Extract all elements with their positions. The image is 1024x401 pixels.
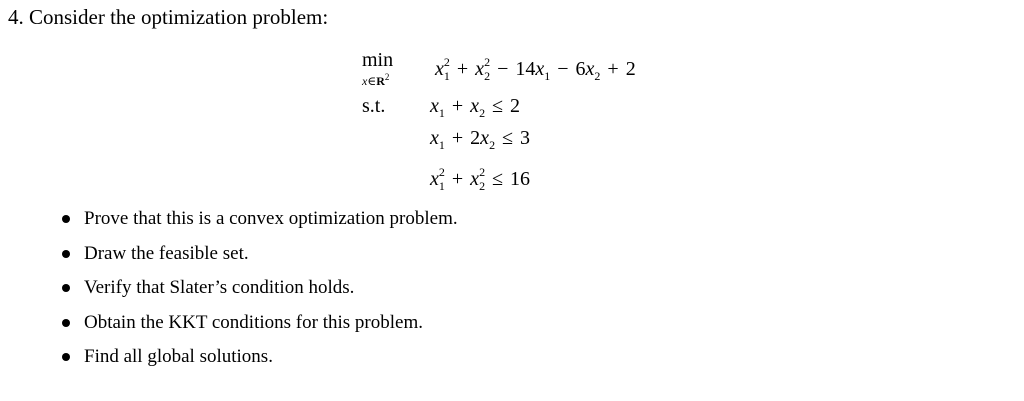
c3-rel: ≤ <box>492 168 504 190</box>
subject-to-label: s.t. <box>362 95 386 117</box>
c1-op: + <box>451 95 464 117</box>
c1-b-sub: 2 <box>479 106 486 120</box>
c1-a-var: x <box>430 95 439 117</box>
min-domain-set: R <box>376 74 385 88</box>
task-item <box>62 241 458 276</box>
obj-op2: − <box>497 58 509 80</box>
task-item <box>62 310 458 345</box>
obj-t3-var: x <box>535 58 545 80</box>
constraint-3 <box>430 160 530 198</box>
bullet-icon <box>62 250 70 258</box>
c2-rhs: 3 <box>520 127 531 149</box>
c2-rel: ≤ <box>502 127 514 149</box>
bullet-icon <box>62 319 70 327</box>
obj-t3-coef: 14 <box>515 58 536 80</box>
obj-t1-sub: 1 <box>443 69 450 83</box>
bullet-icon <box>62 215 70 223</box>
obj-t4-coef: 6 <box>575 58 586 80</box>
c3-b-sub: 2 <box>479 179 486 193</box>
c1-a-sub: 1 <box>438 106 445 120</box>
c3-rhs: 16 <box>510 168 531 190</box>
task-item <box>62 206 458 241</box>
obj-t1-var: x <box>435 58 444 80</box>
obj-t3-sub: 1 <box>544 69 551 83</box>
c1-rhs: 2 <box>510 95 521 117</box>
task-text: Verify that Slater’s condition holds. <box>84 277 355 298</box>
obj-t2-sub: 2 <box>484 69 491 83</box>
bullet-icon <box>62 284 70 292</box>
min-domain-var: x <box>362 74 368 88</box>
task-text: Obtain the KKT conditions for this problem. <box>84 311 423 333</box>
c2-a-sub: 1 <box>438 138 445 152</box>
task-item <box>62 344 458 379</box>
obj-op3: − <box>557 58 569 80</box>
task-item <box>62 275 458 310</box>
c3-a-sup: 2 <box>438 165 445 179</box>
c3-a-sub: 1 <box>438 179 445 193</box>
task-text: Prove that this is a convex optimization problem. <box>84 208 458 229</box>
obj-t2-sup: 2 <box>484 55 491 69</box>
c3-b-var: x <box>470 168 480 190</box>
c2-b-coef: 2 <box>470 127 481 149</box>
min-domain-power: 2 <box>384 72 390 82</box>
constraint-2 <box>430 126 530 157</box>
c2-op: + <box>451 127 464 149</box>
c2-a-var: x <box>430 127 439 149</box>
c3-op: + <box>451 168 464 190</box>
obj-t1-sup: 2 <box>443 55 450 69</box>
min-domain <box>362 70 389 88</box>
min-operator: min <box>362 49 394 71</box>
task-text: Draw the feasible set. <box>84 242 249 264</box>
obj-op4: + <box>607 58 619 80</box>
obj-t4-var: x <box>585 58 595 80</box>
task-text: Find all global solutions. <box>84 346 273 367</box>
objective-function <box>435 50 636 88</box>
task-list <box>62 206 458 379</box>
obj-t4-sub: 2 <box>594 69 601 83</box>
c1-rel: ≤ <box>492 95 504 117</box>
c3-a-var: x <box>430 168 439 190</box>
problem-heading: 4. Consider the optimization problem: <box>8 5 329 29</box>
c1-b-var: x <box>470 95 480 117</box>
c2-b-var: x <box>480 127 490 149</box>
bullet-icon <box>62 353 70 361</box>
min-domain-in: ∈ <box>367 74 377 88</box>
obj-t2-var: x <box>475 58 485 80</box>
c3-b-sup: 2 <box>479 165 486 179</box>
obj-op1: + <box>456 58 469 80</box>
obj-const: 2 <box>625 58 636 80</box>
c2-b-sub: 2 <box>489 138 496 152</box>
constraint-1 <box>430 94 520 125</box>
